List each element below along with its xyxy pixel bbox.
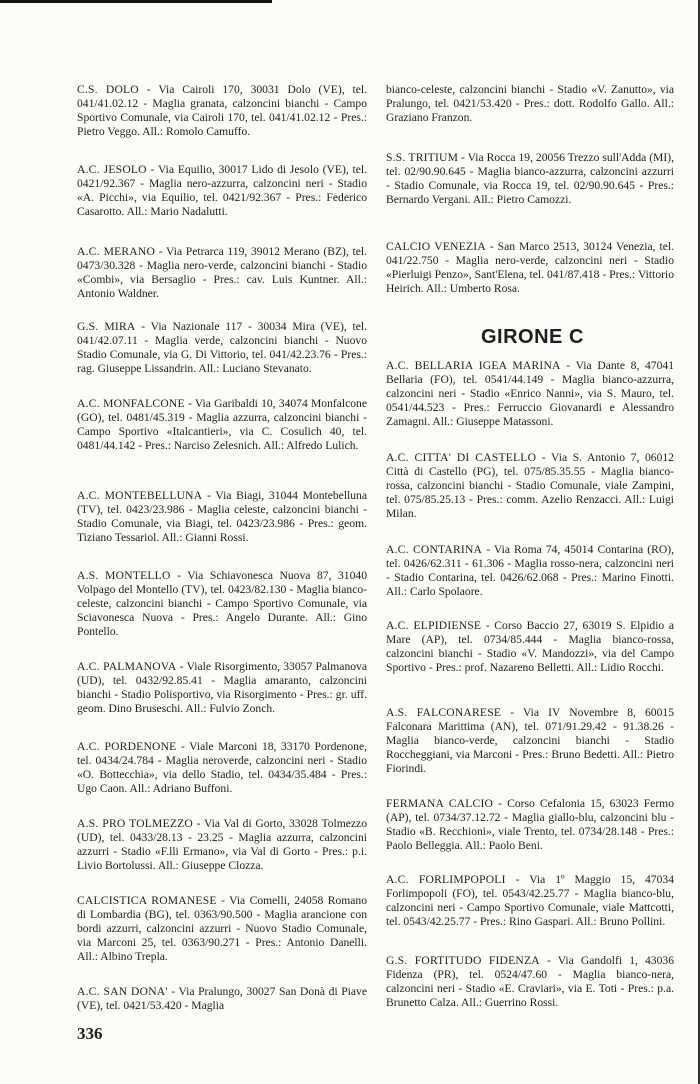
- club-entry: [77, 83, 367, 139]
- club-entry: [386, 543, 674, 599]
- club-details: - Via Schiavonesca Nuova 87, 31040 Volpago del Montello (TV), tel. 0423/82.130 - Maglia bianco-celeste, calzoncini bianchi - Campo Sportivo Comunale, via Sciavonesca Nuova - Pres.: Angelo Durante. All.: Gino Pontello.: [77, 569, 367, 638]
- club-name: A.S. FALCONARESE: [386, 706, 502, 719]
- club-name: G.S. FORTITUDO FIDENZA: [386, 954, 540, 967]
- club-name: A.C. CITTA' DI CASTELLO: [386, 451, 537, 464]
- club-details: - Via Roma 74, 45014 Contarina (RO), tel. 0426/62.311 - 61.306 - Maglia rosso-nera, calzoncini neri - Stadio Contarina, tel. 0426/62.068 - Pres.: Marino Finotti. All.: Carlo Spolaore.: [386, 543, 674, 598]
- club-entry: [386, 359, 674, 429]
- club-details: - Viale Marconi 18, 33170 Pordenone, tel. 0434/24.784 - Maglia neroverde, calzoncini neri - Stadio «O. Bottecchia», via dello Stadio, tel. 0434/35.484 - Pres.: Ugo Caon. All.: Adriano Buffoni.: [77, 740, 367, 795]
- club-details: - Via S. Antonio 7, 06012 Città di Castello (PG), tel. 075/85.35.55 - Maglia bianco-rossa, calzoncini bianchi - Stadio Comunale, viale Zampini, tel. 075/85.25.13 - Pres.: comm. Azelio Renzacci. All.: Luigi Milan.: [386, 451, 674, 520]
- club-name: A.C. PALMANOVA: [77, 660, 177, 673]
- club-details: - Viale Risorgimento, 33057 Palmanova (UD), tel. 0432/92.85.41 - Maglia amaranto, calzoncini bianchi - Stadio Polisportivo, via Risorgimento - Pres.: gr. uff. geom. Dino Bruseschi. All.: Fulvio Zonch.: [77, 660, 367, 715]
- club-entry: [77, 397, 367, 453]
- club-entry: [77, 569, 367, 639]
- club-details: - Corso Baccio 27, 63019 S. Elpidio a Mare (AP), tel. 0734/85.444 - Maglia bianco-rossa, calzoncini bianchi - Stadio «V. Mandozzi», via del Campo Sportivo - Pres.: prof. Nazareno Belletti. All.: Lidio Rocchi.: [386, 619, 674, 674]
- page-number: 336: [77, 1024, 103, 1043]
- club-name: A.C. FORLIMPOPOLI: [386, 873, 506, 886]
- club-details: - Via Dante 8, 47041 Bellaria (FO), tel. 0541/44.149 - Maglia bianco-azzurra, calzoncini neri - Stadio «Enrico Nanni», via S. Mauro, tel. 0541/44.523 - Pres.: Ferruccio Giovanardi e Alessandro Zamagni. All.: Giuseppe Matassoni.: [386, 359, 674, 428]
- club-entry: [386, 240, 674, 296]
- club-details: - Via Petrarca 119, 39012 Merano (BZ), tel. 0473/30.328 - Maglia nero-verde, calzoncini bianchi - Stadio «Combi», via Bersaglio - Pres.: cav. Luis Kuntner. All.: Antonio Waldner.: [77, 245, 367, 300]
- club-entry: [77, 985, 367, 1013]
- club-entry: [386, 706, 674, 776]
- club-entry: [386, 619, 674, 675]
- club-details: bianco-celeste, calzoncini bianchi - Stadio «V. Zanutto», via Pralungo, tel. 0421/53.420 - Pres.: dott. Rodolfo Gallo. All.: Graziano Franzon.: [386, 83, 674, 124]
- club-entry: [386, 451, 674, 521]
- club-name: A.C. MONTEBELLUNA: [77, 489, 203, 502]
- club-name: CALCISTICA ROMANESE: [77, 894, 217, 907]
- club-name: A.C. MERANO: [77, 245, 156, 258]
- club-details: - Via Equilio, 30017 Lido di Jesolo (VE), tel. 0421/92.367 - Maglia nero-azzurra, calzoncini neri - Stadio «A. Picchi», via Equilio, tel. 0421/92.367 - Pres.: Federico Casarotto. All.: Mario Nadalutti.: [77, 163, 367, 218]
- club-entry-continued: [386, 83, 674, 125]
- club-entry: [386, 873, 674, 929]
- club-entry: [386, 797, 674, 853]
- club-name: S.S. TRITIUM: [386, 151, 459, 164]
- club-name: A.C. MONFALCONE: [77, 397, 185, 410]
- club-entry: [77, 163, 367, 219]
- club-name: A.C. BELLARIA IGEA MARINA: [386, 359, 561, 372]
- top-edge-mark: [0, 0, 272, 3]
- club-entry: [77, 740, 367, 796]
- club-name: C.S. DOLO: [77, 83, 139, 96]
- club-name: A.S. PRO TOLMEZZO: [77, 817, 193, 830]
- club-name: A.C. CONTARINA: [386, 543, 483, 556]
- club-details: - Via Gandolfi 1, 43036 Fidenza (PR), tel. 0524/47.60 - Maglia bianco-nera, calzoncini neri - Stadio «E. Craviari», via E. Toti - Pres.: p.a. Brunetto Calza. All.: Guerrino Rossi.: [386, 954, 674, 1009]
- club-entry: [77, 817, 367, 873]
- club-details: - San Marco 2513, 30124 Venezia, tel. 041/22.750 - Maglia nero-verde, calzoncini neri - Stadio «Pierluigi Penzo», Sant'Elena, tel. 041/87.418 - Pres.: Vittorio Heirich. All.: Umberto Rosa.: [386, 240, 674, 295]
- club-name: CALCIO VENEZIA: [386, 240, 486, 253]
- club-name: A.C. SAN DONA': [77, 985, 168, 998]
- club-entry: [77, 660, 367, 716]
- club-entry: [77, 894, 367, 964]
- club-details: - Via Comelli, 24058 Romano di Lombardia (BG), tel. 0363/90.500 - Maglia arancione con bordi azzurri, calzoncini azzurri - Nuovo Stadio Comunale, via Marconi 25, tel. 0363/90.271 - Pres.: Antonio Danelli. All.: Albino Trepla.: [77, 894, 367, 963]
- club-details: - Via 1º Maggio 15, 47034 Forlimpopoli (FO), tel. 0543/42.25.77 - Maglia bianco-blu, calzoncini neri - Campo Sportivo Comunale, viale Mattcotti, tel. 0543/42.25.77 - Pres.: Rino Gaspari. All.: Bruno Pollini.: [386, 873, 674, 928]
- club-details: - Via Val di Gorto, 33028 Tolmezzo (UD), tel. 0433/28.13 - 23.25 - Maglia azzurra, calzoncini azzurri - Stadio «F.lli Ermano», via Val di Gorto - Pres.: p.i. Livio Bortolussi. All.: Giuseppe Clozza.: [77, 817, 367, 872]
- club-details: - Via Nazionale 117 - 30034 Mira (VE), tel. 041/42.07.11 - Maglia verde, calzoncini bianchi - Nuovo Stadio Comunale, via G. Di Vittorio, tel. 041/42.23.76 - Pres.: rag. Giuseppe Lissandrin. All.: Luciano Stevanato.: [77, 320, 367, 375]
- club-details: - Via Garibaldi 10, 34074 Monfalcone (GO), tel. 0481/45.319 - Maglia azzurra, calzoncini bianchi - Campo Sportivo «Italcantieri», via C. Cosulich 40, tel. 0481/44.142 - Pres.: Narciso Zelesnich. All.: Alfredo Lulich.: [77, 397, 368, 452]
- club-name: A.C. ELPIDIENSE: [386, 619, 482, 632]
- club-name: FERMANA CALCIO: [386, 797, 494, 810]
- club-name: A.C. PORDENONE: [77, 740, 177, 753]
- club-entry: [77, 245, 367, 301]
- club-name: G.S. MIRA: [77, 320, 136, 333]
- club-name: A.C. JESOLO: [77, 163, 147, 176]
- section-heading: GIRONE C: [481, 326, 584, 348]
- club-name: A.S. MONTELLO: [77, 569, 171, 582]
- club-entry: [386, 954, 674, 1010]
- club-details: - Via Pralungo, 30027 San Donà di Piave (VE), tel. 0421/53.420 - Maglia: [77, 985, 367, 1012]
- club-details: - Via IV Novembre 8, 60015 Falconara Marittima (AN), tel. 071/91.29.42 - 91.38.26 - Maglia bianco-verde, calzoncini bianchi - Stadio Roccheggiani, via Marconi - Pres.: Bruno Bedetti. All.: Pietro Fiorindi.: [386, 706, 674, 775]
- club-entry: [386, 151, 674, 207]
- club-details: - Via Cairoli 170, 30031 Dolo (VE), tel. 041/41.02.12 - Maglia granata, calzoncini bianchi - Campo Sportivo Comunale, via Cairoli 170, tel. 041/41.02.12 - Pres.: Pietro Veggo. All.: Romolo Camuffo.: [77, 83, 367, 138]
- club-entry: [77, 489, 367, 545]
- club-details: - Corso Cefalonia 15, 63023 Fermo (AP), tel. 0734/37.12.72 - Maglia giallo-blu, calzoncini blu - Stadio «B. Recchioni», viale Trento, tel. 0734/28.148 - Pres.: Paolo Belleggia. All.: Paolo Beni.: [386, 797, 674, 852]
- club-details: - Via Rocca 19, 20056 Trezzo sull'Adda (MI), tel. 02/90.90.645 - Maglia bianco-azzurra, calzoncini azzurri - Stadio Comunale, via Rocca 19, tel. 02/90.90.645 - Pres.: Bernardo Vergani. All.: Pietro Camozzi.: [386, 151, 674, 206]
- club-entry: [77, 320, 367, 376]
- club-details: - Via Biagi, 31044 Montebelluna (TV), tel. 0423/23.986 - Maglia celeste, calzoncini bianchi - Stadio Comunale, via Biagi, tel. 0423/23.986 - Pres.: geom. Tiziano Tessariol. All.: Gianni Rossi.: [77, 489, 368, 544]
